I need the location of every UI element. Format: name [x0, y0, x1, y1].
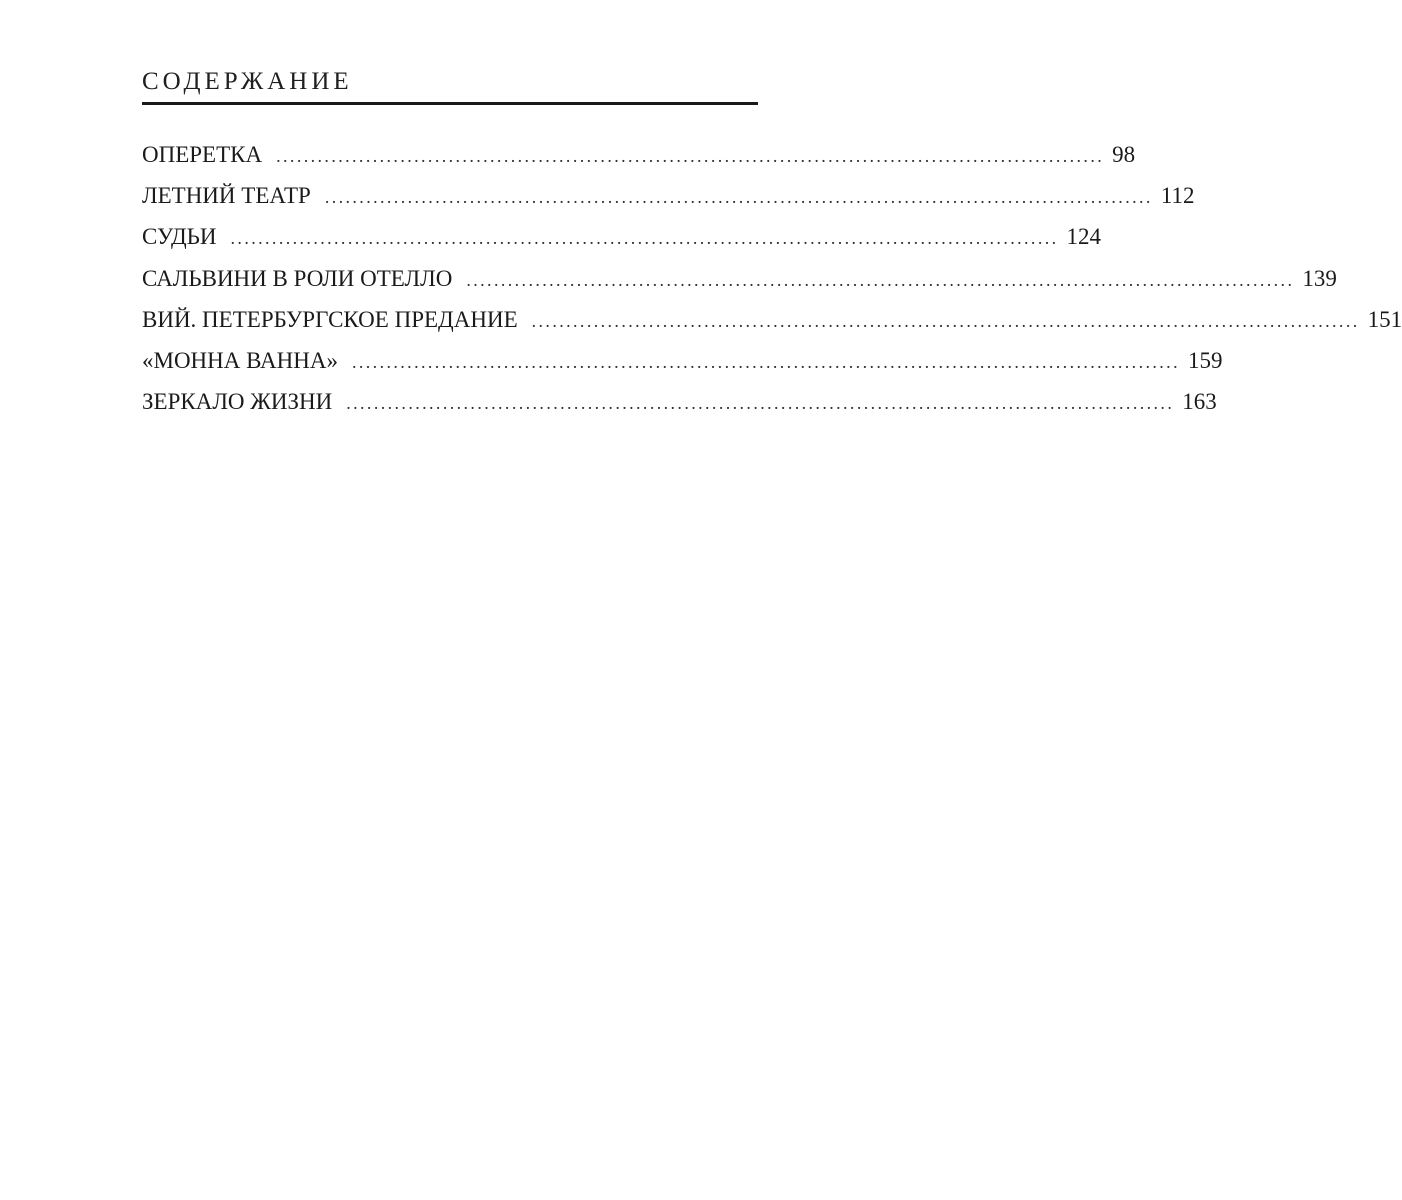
- toc-entry: [142, 223, 1102, 264]
- toc-entry-title: СУДЬИ: [142, 224, 217, 250]
- toc-entry-title: ЗЕРКАЛО ЖИЗНИ: [142, 389, 333, 415]
- toc-entry-title: ВИЙ. ПЕТЕРБУРГСКОЕ ПРЕДАНИЕ: [142, 306, 518, 332]
- toc-entry-title: ЛЕТНИЙ ТЕАТР: [142, 183, 311, 209]
- toc-entry-title: САЛЬВИНИ В РОЛИ ОТЕЛЛО: [142, 265, 453, 291]
- table-of-contents: [142, 141, 1402, 429]
- toc-entry: [142, 347, 1223, 388]
- toc-entry: [142, 141, 1136, 182]
- toc-entry: [142, 265, 1337, 306]
- dot-leader: ........................................................................................................................: [351, 351, 1180, 372]
- toc-entry: [142, 306, 1402, 347]
- toc-entry-title: ОПЕРЕТКА: [142, 142, 263, 167]
- dot-leader: ........................................................................................................................: [466, 269, 1295, 290]
- toc-entry-title: «МОННА ВАННА»: [142, 347, 338, 373]
- toc-entry-page: 98: [1112, 142, 1136, 167]
- contents-page: [142, 66, 1402, 429]
- dot-leader: ........................................................................................................................: [531, 310, 1360, 331]
- dot-leader: ........................................................................................................................: [230, 228, 1059, 249]
- toc-entry-page: 163: [1182, 389, 1217, 415]
- toc-entry-page: 112: [1160, 183, 1195, 209]
- contents-heading: СОДЕРЖАНИЕ: [142, 66, 758, 105]
- toc-entry-page: 151: [1367, 306, 1402, 332]
- dot-leader: ........................................................................................................................: [346, 393, 1175, 414]
- toc-entry: [142, 388, 1217, 429]
- toc-entry: [142, 182, 1195, 223]
- toc-entry-page: 139: [1302, 265, 1337, 291]
- dot-leader: ........................................................................................................................: [276, 146, 1105, 166]
- toc-entry-page: 124: [1066, 224, 1102, 250]
- dot-leader: ........................................................................................................................: [324, 187, 1153, 208]
- toc-entry-page: 159: [1187, 347, 1223, 373]
